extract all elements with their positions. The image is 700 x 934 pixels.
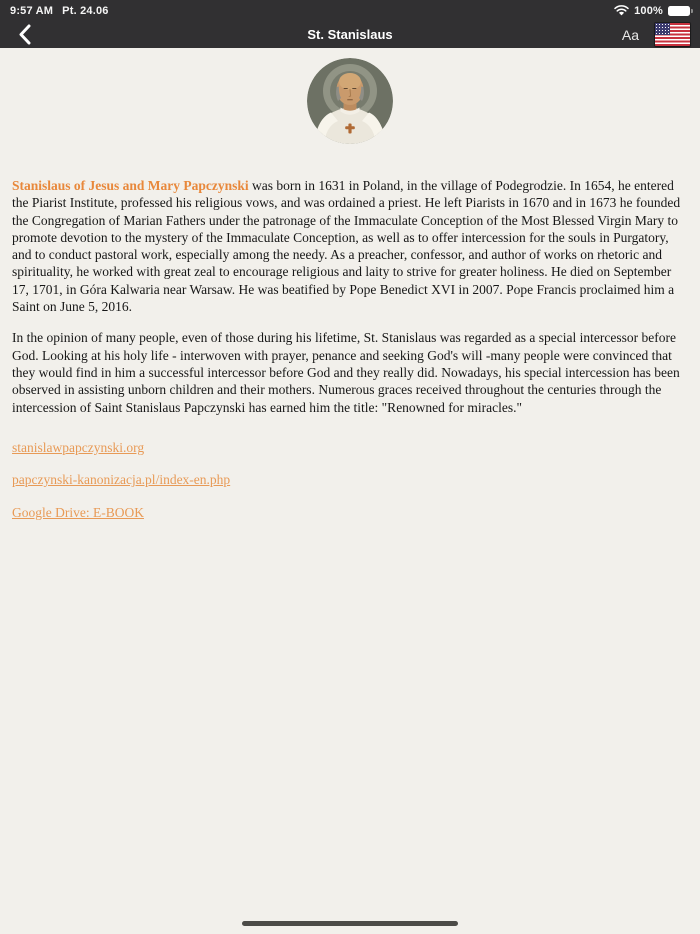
language-button[interactable] (655, 23, 690, 46)
back-button[interactable] (10, 22, 38, 46)
top-chrome (0, 0, 700, 48)
article-body (0, 144, 700, 416)
paragraph-biography-text: was born in 1631 in Poland, in the village of Podegrodzie. In 1654, he entered the Piarist Institute, professed his religious vows, and was ordained a priest. He left Piarists in 1670 and in 1673 he founded the Congregation of Marian Fathers under the patronage of the Immaculate Conception of the Most Blessed Virgin Mary to promote devotion to the mystery of the Immaculate Conception, as well as to offer intercession for the souls in Purgatory, and to conduct pastoral work, especially among the needy. As a preacher, confessor, and author of works on rhetoric and spirituality, he worked with great zeal to encourage religious and laity to strive for greater holiness. He died on September 17, 1701, in Góra Kalwaria near Warsaw. He was beatified by Pope Benedict XVI in 2007. Pope Francis proclaimed him a Saint on June 5, 2016. (12, 178, 681, 315)
status-right (614, 5, 690, 17)
chevron-left-icon (18, 24, 31, 45)
link-row (12, 504, 688, 522)
status-bar (0, 0, 700, 21)
nav-right-actions (622, 21, 690, 48)
saint-name-lead: Stanislaus of Jesus and Mary Papczynski (12, 178, 249, 193)
home-indicator[interactable] (242, 921, 458, 926)
link-stanislawpapczynski[interactable]: stanislawpapczynski.org (12, 439, 145, 455)
paragraph-intercessor: In the opinion of many people, even of those during his lifetime, St. Stanislaus was regarded as a special intercessor before God. Looking at his holy life - interwoven with prayer, penance and seeking God's will -many people were convinced that they would find in him a successful intercessor before God and they really did. Nowadays, his special intercession has been observed in assisting unborn children and their mothers. Numerous graces received throughout the centuries through the intercession of Saint Stanislaus Papczynski has earned him the title: "Renowned for miracles." (12, 330, 680, 415)
link-row (12, 439, 688, 457)
page-title: St. Stanislaus (307, 27, 393, 42)
article-content (0, 48, 700, 934)
link-kanonizacja[interactable]: papczynski-kanonizacja.pl/index-en.php (12, 472, 231, 488)
link-google-drive-ebook[interactable]: Google Drive: E-BOOK (12, 504, 144, 520)
portrait-wrap (0, 48, 700, 144)
link-list (0, 430, 700, 522)
status-left (10, 5, 109, 17)
battery-percent: 100% (634, 4, 663, 17)
wifi-icon (614, 5, 629, 16)
nav-bar (0, 21, 700, 48)
link-row (12, 471, 688, 489)
status-time: 9:57 AM (10, 4, 54, 17)
saint-portrait-image (307, 58, 393, 144)
status-date: Pt. 24.06 (62, 4, 109, 17)
paragraph-biography (12, 177, 688, 315)
battery-icon (668, 6, 690, 16)
us-flag-icon (655, 23, 690, 46)
font-size-button[interactable]: Aa (621, 26, 639, 43)
